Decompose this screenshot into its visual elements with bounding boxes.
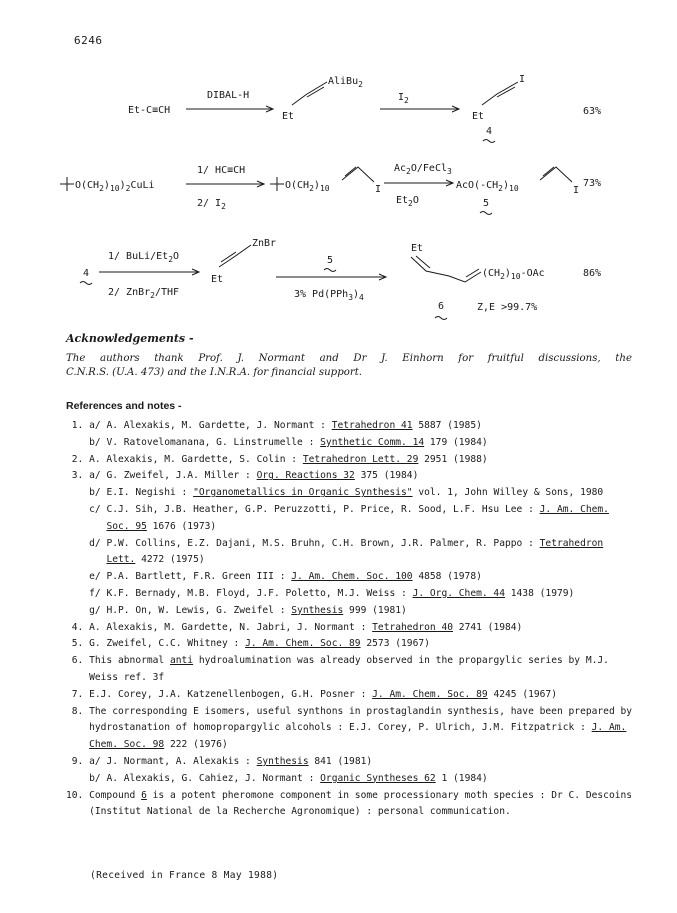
reagent-acetylene: 1/ HC≡CH bbox=[197, 165, 246, 176]
reagent-iodine: $I_2$ bbox=[398, 92, 409, 105]
substituent-iodo: I bbox=[519, 74, 526, 85]
references-heading: References and notes - bbox=[66, 400, 182, 412]
reference-3e: e/ P.A. Bartlett, F.R. Green III : J. Am. Chem. Soc. 100 4858 (1978) bbox=[66, 571, 482, 583]
reference-4: 4. A. Alexakis, M. Gardette, N. Jabri, J. Normant : Tetrahedron 40 2741 (1984) bbox=[66, 621, 523, 633]
reference-8: 8. The corresponding E isomers, useful synthons in prostaglandin synthesis, have been prepared by hydrostanation of homopropargylic alcohols : E.J. Corey, P. Ulrich, J.M. Fitzpatrick : J. Am. Chem. Soc. 98 222 (1976) bbox=[66, 705, 633, 751]
reference-9b: b/ A. Alexakis, G. Cahiez, J. Normant : Organic Syntheses 62 1 (1984) bbox=[66, 772, 488, 784]
reagent-ac2o-fecl3: $Ac_2O/FeCl_3$ bbox=[394, 163, 452, 176]
substituent-et: Et bbox=[282, 111, 295, 122]
product-acetate: $AcO(-CH_2)_{10}$ bbox=[456, 180, 519, 193]
reagent-dibal: DIBAL-H bbox=[207, 90, 250, 101]
substituent-et: Et bbox=[472, 111, 485, 122]
reaction-scheme bbox=[0, 0, 677, 330]
tilde-mark bbox=[480, 212, 492, 215]
reagent-buli: 1/ BuLi/$Et_2O$ bbox=[108, 251, 180, 264]
reference-6: 6. This abnormal anti hydroalumination was already observed in the propargylic series by M.J. Weiss ref. 3f bbox=[66, 655, 609, 683]
compound-number-4: 4 bbox=[486, 126, 493, 137]
reference-9a: 9. a/ J. Normant, A. Alexakis : Synthesis 841 (1981) bbox=[66, 755, 373, 767]
acknowledgements-line-2: C.N.R.S. (U.A. 473) and the I.N.R.A. for financial support. bbox=[66, 367, 363, 378]
received-date: (Received in France 8 May 1988) bbox=[90, 870, 279, 881]
tilde-mark bbox=[483, 140, 495, 143]
reactant-4: 4 bbox=[83, 268, 90, 279]
reactant-ethylacetylene: Et-C≡CH bbox=[128, 105, 171, 116]
reference-3c: c/ C.J. Sih, J.B. Heather, G.P. Peruzzotti, P. Price, R. Sood, L.F. Hsu Lee : J. Am. Chem. Soc. 95 1676 (1973) bbox=[66, 503, 609, 532]
reference-3d: d/ P.W. Collins, E.Z. Dajani, M.S. Bruhn, C.H. Brown, J.R. Palmer, R. Pappo : Tetrahedron Lett. 4272 (1975) bbox=[66, 537, 604, 566]
page-number: 6246 bbox=[74, 34, 103, 47]
intermediate-iodide: $O(CH_2)_{10}$ bbox=[285, 180, 330, 193]
acknowledgements-heading: Acknowledgements - bbox=[66, 332, 194, 345]
reference-3g: g/ H.P. On, W. Lewis, G. Zweifel : Synthesis 999 (1981) bbox=[66, 604, 407, 616]
reference-1a: 1. a/ A. Alexakis, M. Gardette, J. Normant : Tetrahedron 41 5887 (1985) bbox=[66, 420, 482, 431]
acetate-chain: $(CH_2)_{10}$-OAc bbox=[482, 268, 545, 281]
reference-1b: b/ V. Ratovelomanana, G. Linstrumelle : Synthetic Comm. 14 179 (1984) bbox=[66, 436, 488, 448]
cuprate-reagent: $O(CH_2)_{10})_2CuLi$ bbox=[75, 180, 155, 193]
yield-73: 73% bbox=[583, 178, 602, 189]
solvent-ether: $Et_2O$ bbox=[396, 195, 419, 208]
vinyl-iodide-bond bbox=[482, 82, 518, 105]
references-list bbox=[66, 418, 636, 821]
substituent-et: Et bbox=[411, 243, 424, 254]
reference-5: 5. G. Zweifel, C.C. Whitney : J. Am. Chem. Soc. 89 2573 (1967) bbox=[66, 638, 430, 650]
stereoselectivity: Z,E >99.7% bbox=[477, 302, 538, 313]
acknowledgements-line-1: The authors thank Prof. J. Normant and Dr J. Einhorn for fruitful discussions, the bbox=[66, 353, 632, 364]
tilde-mark bbox=[80, 282, 92, 285]
reference-10: 10. Compound 6 is a potent pheromone component in some processionary moth species : Dr C. Descoins (Institut National de la Recherche Agronomique) : personal communication. bbox=[66, 789, 633, 818]
reaction-row-2 bbox=[60, 163, 601, 215]
reaction-row-3 bbox=[80, 238, 601, 320]
reference-3b: b/ E.I. Negishi : "Organometallics in Organic Synthesis" vol. 1, John Willey & Sons, 1980 bbox=[66, 487, 604, 499]
reagent-znbr2: 2/ ZnBr$_2$/THF bbox=[108, 287, 180, 300]
compound-number-5: 5 bbox=[483, 198, 490, 209]
substituent-alibu2: AliBu$_2$ bbox=[328, 76, 363, 89]
reaction-row-1 bbox=[128, 74, 601, 143]
z-alkene-double-bond bbox=[543, 167, 554, 176]
diene-double-bond-2 bbox=[466, 269, 479, 277]
tilde-mark bbox=[324, 269, 336, 272]
z-alkene-double-bond bbox=[345, 167, 356, 176]
reference-3a: 3. a/ G. Zweifel, J.A. Miller : Org. Reactions 32 375 (1984) bbox=[66, 470, 419, 482]
diene-double-bond-1 bbox=[416, 256, 430, 268]
substituent-znbr: ZnBr bbox=[252, 238, 277, 249]
reference-7: 7. E.J. Corey, J.A. Katzenellenbogen, G.H. Posner : J. Am. Chem. Soc. 89 4245 (1967) bbox=[66, 688, 557, 700]
substituent-iodo: I bbox=[573, 185, 580, 196]
tilde-mark bbox=[435, 317, 447, 320]
yield-86: 86% bbox=[583, 268, 602, 279]
catalyst-pd: 3% $Pd(PPh_3)_4$ bbox=[294, 289, 364, 302]
compound-number-6: 6 bbox=[438, 301, 445, 312]
vinylalane-bond bbox=[292, 82, 327, 105]
reagent-5: 5 bbox=[327, 255, 334, 266]
reference-3f: f/ K.F. Bernady, M.B. Floyd, J.F. Poletto, M.J. Weiss : J. Org. Chem. 44 1438 (1979) bbox=[66, 587, 575, 599]
reference-2: 2. A. Alexakis, M. Gardette, S. Colin : Tetrahedron Lett. 29 2951 (1988) bbox=[66, 453, 488, 465]
vinylzinc-bond bbox=[219, 245, 251, 267]
substituent-et: Et bbox=[211, 274, 224, 285]
reagent-iodine: 2/ $I_2$ bbox=[197, 198, 226, 211]
substituent-iodo: I bbox=[375, 184, 382, 195]
yield-63: 63% bbox=[583, 106, 602, 117]
